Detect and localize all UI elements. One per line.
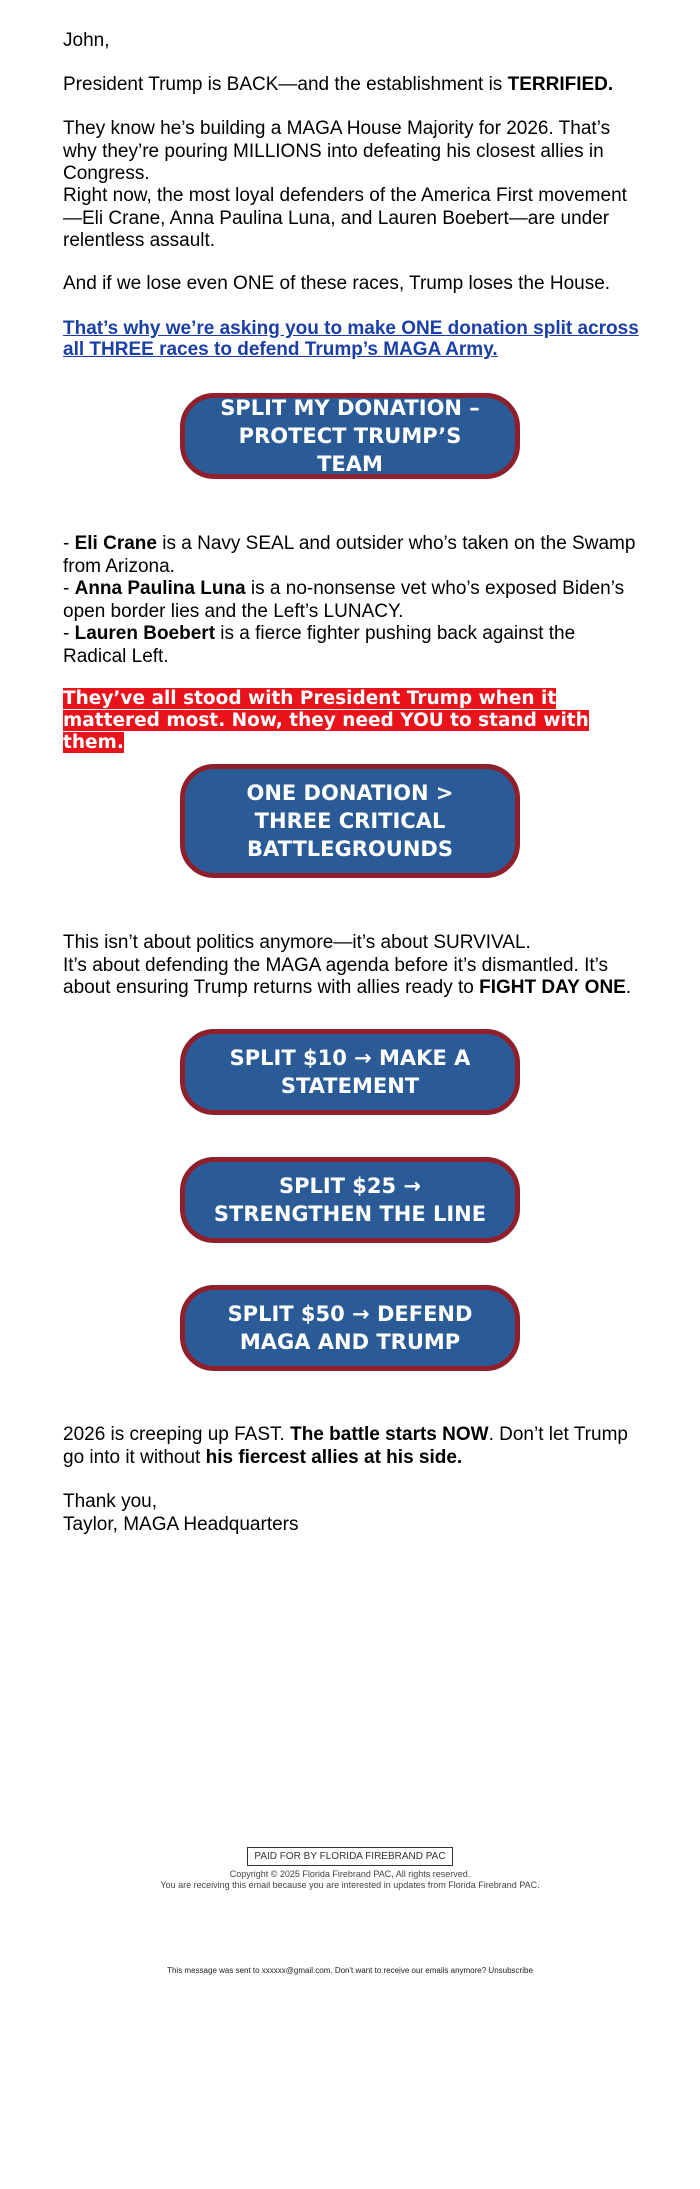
candidate-name: Eli Crane xyxy=(74,533,157,554)
candidate-description: is a fierce fighter pushing back against the Radical Left. xyxy=(63,623,576,667)
closing-text: 2026 is creeping up FAST. xyxy=(63,1424,291,1445)
defenders-paragraph: Right now, the most loyal defenders of the America First movement—Eli Crane, Anna Paulina Luna, and Lauren Boebert—are under relentless assault. xyxy=(63,185,627,251)
candidate-name: Anna Paulina Luna xyxy=(74,578,246,599)
split-50-button[interactable]: SPLIT $50 → DEFEND MAGA AND TRUMP xyxy=(180,1285,520,1371)
highlight-text: They’ve all stood with President Trump when it mattered most. Now, they need YOU to stand with them. xyxy=(63,688,589,753)
unsubscribe-notice xyxy=(0,1966,700,1975)
closing-paragraph xyxy=(63,1424,641,1469)
split-donation-button[interactable]: SPLIT MY DONATION – PROTECT TRUMP’S TEAM xyxy=(180,393,520,479)
battle-starts-now: The battle starts NOW xyxy=(290,1424,489,1445)
agenda-text: It’s about defending the MAGA agenda before it’s dismantled. It’s about ensuring Trump returns with allies ready to xyxy=(63,954,609,998)
survival-paragraph xyxy=(63,932,641,1000)
candidate-description: is a no-nonsense vet who’s exposed Biden’s open border lies and the Left’s LUNACY. xyxy=(63,578,625,622)
sent-to-text: This message was sent to xxxxxx@gmail.com. Don't want to receive our emails anymore? xyxy=(167,1966,489,1975)
candidate-description: is a Navy SEAL and outsider who’s taken on the Swamp from Arizona. xyxy=(63,533,636,577)
candidate-list xyxy=(63,533,641,668)
donation-link-paragraph xyxy=(63,318,641,360)
intro-emphasis: TERRIFIED. xyxy=(507,74,614,95)
majority-paragraph: They know he’s building a MAGA House Majority for 2026. That’s why they’re pouring MILLIONS into defeating his closest allies in Congress. xyxy=(63,118,611,184)
unsubscribe-link[interactable]: Unsubscribe xyxy=(488,1966,533,1975)
candidate-dash: - xyxy=(63,623,75,644)
fight-day-one: FIGHT DAY ONE xyxy=(479,977,626,998)
intro-text: President Trump is BACK—and the establishment is xyxy=(63,74,508,95)
split-25-button[interactable]: SPLIT $25 → STRENGTHEN THE LINE xyxy=(180,1157,520,1243)
lose-house-paragraph: And if we lose even ONE of these races, Trump loses the House. xyxy=(63,273,611,294)
closing-text-2: . Don’t let Trump go into it without xyxy=(63,1424,628,1468)
greeting: John, xyxy=(63,30,110,51)
intro-paragraph xyxy=(63,74,641,97)
candidate-dash: - xyxy=(63,578,75,599)
highlight-callout xyxy=(63,688,641,754)
candidate-name: Lauren Boebert xyxy=(74,623,216,644)
footer xyxy=(0,1846,700,1891)
candidate-dash: - xyxy=(63,533,75,554)
one-donation-button[interactable]: ONE DONATION > THREE CRITICAL BATTLEGROUNDS xyxy=(180,764,520,878)
signoff-thanks: Thank you, xyxy=(63,1491,157,1512)
candidate-item xyxy=(63,533,641,578)
candidate-item xyxy=(63,578,641,623)
survival-line: This isn’t about politics anymore—it’s about SURVIVAL. xyxy=(63,932,531,953)
split-10-button[interactable]: SPLIT $10 → MAKE A STATEMENT xyxy=(180,1029,520,1115)
signoff-name: Taylor, MAGA Headquarters xyxy=(63,1513,299,1535)
fiercest-allies: his fiercest allies at his side. xyxy=(205,1446,463,1468)
candidate-item xyxy=(63,623,641,668)
agenda-period: . xyxy=(625,977,632,998)
signoff xyxy=(63,1491,641,1536)
receiving-notice: You are receiving this email because you are interested in updates from Florida Firebrand PAC. xyxy=(160,1880,540,1890)
copyright: Copyright © 2025 Florida Firebrand PAC, All rights reserved. xyxy=(229,1869,471,1879)
split-donation-link[interactable]: That’s why we’re asking you to make ONE donation split across all THREE races to defend Trump’s MAGA Army. xyxy=(63,318,639,360)
paid-for-disclaimer: PAID FOR BY FLORIDA FIREBRAND PAC xyxy=(247,1847,452,1866)
